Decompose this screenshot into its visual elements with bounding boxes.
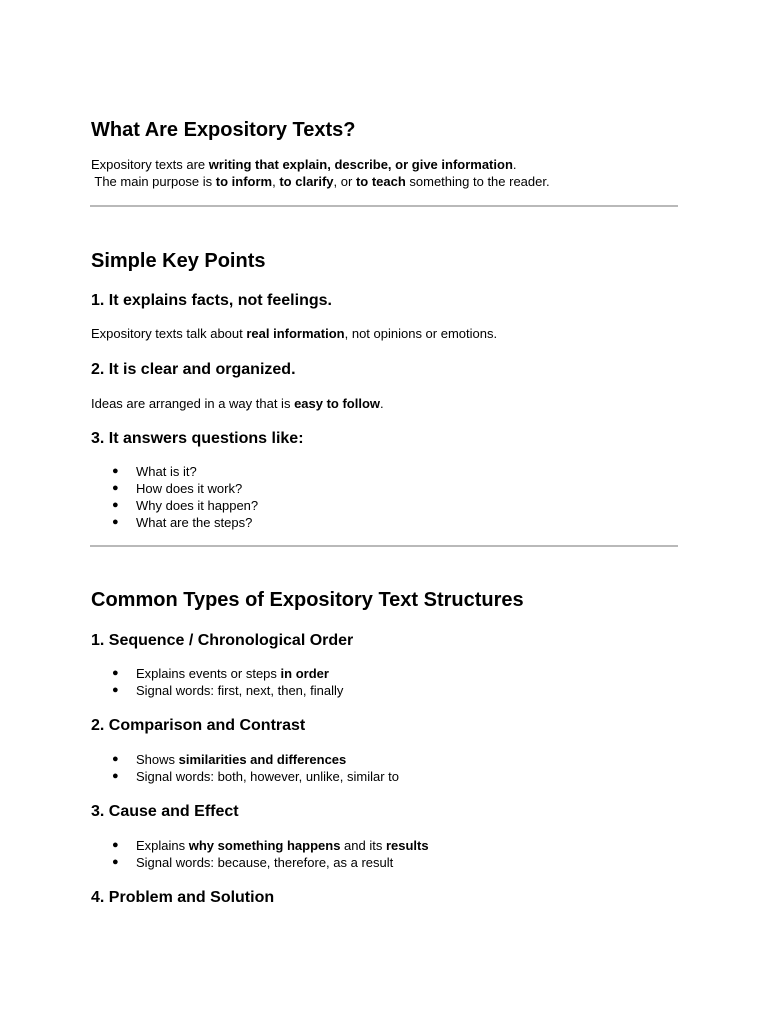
sequence-list xyxy=(91,665,343,699)
divider-1 xyxy=(90,205,678,207)
bullet-icon: ● xyxy=(112,499,119,511)
list-item: ● Explains why something happens and its results xyxy=(112,838,429,853)
cause-effect-list xyxy=(91,837,429,871)
bullet-icon: ● xyxy=(112,770,119,782)
bullet-icon: ● xyxy=(112,516,119,528)
list-item: ● How does it work? xyxy=(112,481,243,496)
list-item: ● Explains events or steps in order xyxy=(112,666,329,681)
bullet-icon: ● xyxy=(112,839,119,851)
point-1-text: Expository texts talk about real information, not opinions or emotions. xyxy=(91,326,498,341)
point-2-text: Ideas are arranged in a way that is easy to follow. xyxy=(91,396,384,411)
bullet-icon: ● xyxy=(112,465,119,477)
point-2-heading: 2. It is clear and organized. xyxy=(91,361,296,378)
point-1-heading: 1. It explains facts, not feelings. xyxy=(91,292,332,309)
list-item: ● What is it? xyxy=(112,464,197,479)
divider-2 xyxy=(90,545,678,547)
intro-title: What Are Expository Texts? xyxy=(91,119,356,141)
list-item: ● Signal words: first, next, then, finally xyxy=(112,683,344,698)
comparison-list xyxy=(91,751,399,785)
list-item: ● Signal words: because, therefore, as a result xyxy=(112,855,394,870)
bullet-icon: ● xyxy=(112,667,119,679)
structures-title: Common Types of Expository Text Structures xyxy=(91,589,524,611)
list-item: ● Why does it happen? xyxy=(112,498,259,513)
point-3-heading: 3. It answers questions like: xyxy=(91,430,304,447)
cause-effect-heading: 3. Cause and Effect xyxy=(91,803,239,820)
questions-list xyxy=(91,463,258,531)
intro-line-2: The main purpose is to inform, to clarify, or to teach something to the reader. xyxy=(91,174,550,189)
intro-line-1: Expository texts are writing that explain, describe, or give information. xyxy=(91,157,517,172)
problem-solution-heading: 4. Problem and Solution xyxy=(91,889,275,906)
list-item: ● What are the steps? xyxy=(112,515,253,530)
key-points-title: Simple Key Points xyxy=(91,250,266,272)
sequence-heading: 1. Sequence / Chronological Order xyxy=(91,632,354,649)
bullet-icon: ● xyxy=(112,856,119,868)
list-item: ● Signal words: both, however, unlike, similar to xyxy=(112,769,400,784)
bullet-icon: ● xyxy=(112,684,119,696)
comparison-heading: 2. Comparison and Contrast xyxy=(91,717,306,734)
bullet-icon: ● xyxy=(112,753,119,765)
list-item: ● Shows similarities and differences xyxy=(112,752,347,767)
bullet-icon: ● xyxy=(112,482,119,494)
